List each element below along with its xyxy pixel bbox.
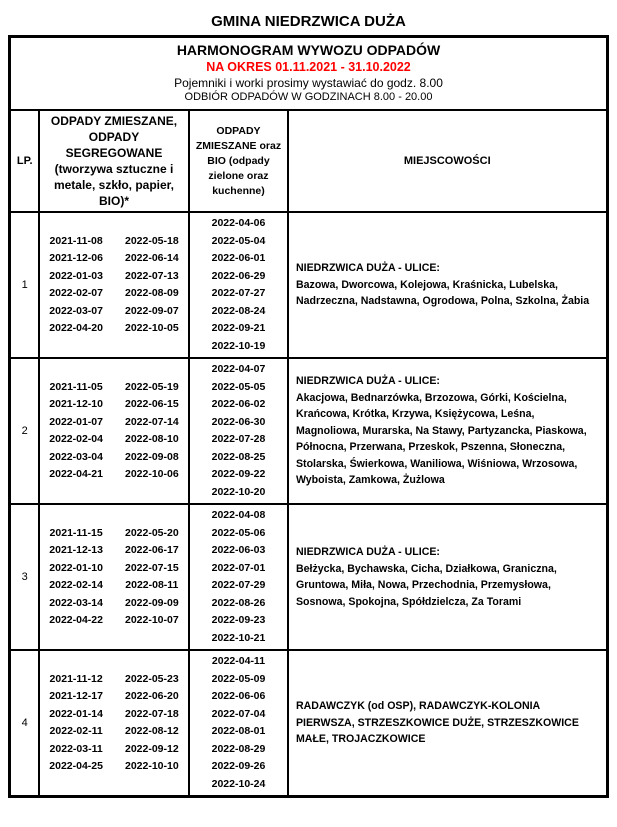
col-header-mixed-segregated: ODPADY ZMIESZANE, ODPADY SEGREGOWANE (tworzywa sztuczne i metale, szkło, papier, BIO)* — [39, 110, 189, 212]
collection-date: 2022-03-04 — [49, 450, 103, 463]
locality-text: RADAWCZYK (od OSP), RADAWCZYK-KOLONIA PIERWSZA, STRZESZKOWICE DUŻE, STRZESZKOWICE MAŁE, TROJACZKOWICE — [295, 700, 579, 746]
localities-cell — [288, 212, 607, 358]
collection-date: 2022-08-29 — [211, 742, 266, 755]
collection-date: 2022-10-20 — [211, 485, 266, 498]
locality-header: NIEDRZWICA DUŻA - ULICE: — [295, 375, 440, 388]
collection-date: 2021-11-15 — [49, 526, 103, 539]
collection-date: 2022-06-29 — [211, 269, 266, 282]
collection-date: 2022-09-21 — [211, 322, 266, 334]
collection-date: 2022-01-14 — [49, 707, 103, 720]
collection-date: 2022-04-20 — [49, 322, 103, 334]
collection-date: 2022-08-11 — [125, 579, 179, 591]
collection-date: 2022-04-22 — [49, 614, 103, 626]
instruction-line: Pojemniki i worki prosimy wystawiać do godz. 8.00 — [174, 76, 443, 90]
row-number-cell: 3 — [10, 504, 39, 650]
table-title: HARMONOGRAM WYWOZU ODPADÓW — [176, 42, 441, 58]
dates-right — [125, 525, 179, 630]
collection-date: 2022-05-05 — [211, 380, 266, 393]
collection-date: 2022-05-04 — [211, 234, 266, 247]
localities-cell — [288, 504, 607, 650]
collection-date: 2022-08-01 — [211, 725, 266, 737]
mixed-dates-columns — [42, 671, 186, 776]
mixed-dates-cell — [39, 358, 189, 504]
dates-right — [125, 379, 179, 484]
collection-date: 2021-11-12 — [49, 672, 103, 685]
collection-date: 2022-04-06 — [211, 217, 266, 229]
mixed-dates-cell — [39, 650, 189, 797]
collection-date: 2022-05-23 — [124, 672, 179, 685]
collection-date: 2022-08-12 — [124, 725, 179, 737]
schedule-row — [10, 504, 607, 650]
collection-date: 2022-02-04 — [49, 433, 103, 445]
bio-dates — [192, 215, 285, 355]
bio-dates — [192, 653, 285, 793]
collection-date: 2021-11-08 — [49, 234, 103, 247]
dates-left — [49, 379, 103, 484]
locality-header: NIEDRZWICA DUŻA - ULICE: — [295, 262, 440, 275]
collection-date: 2022-08-26 — [211, 596, 266, 609]
mixed-dates-cell — [39, 504, 189, 650]
collection-date: 2022-06-06 — [211, 690, 266, 702]
col-header-localities: MIEJSCOWOŚCI — [288, 110, 607, 212]
collection-date: 2022-07-13 — [124, 269, 179, 282]
collection-date: 2022-06-02 — [211, 398, 266, 410]
column-header-row — [10, 110, 607, 212]
collection-date: 2022-09-22 — [211, 468, 266, 480]
collection-date: 2021-12-10 — [49, 398, 103, 410]
localities-cell — [288, 650, 607, 797]
collection-date: 2022-03-07 — [49, 304, 103, 317]
collection-date: 2022-04-21 — [49, 468, 103, 480]
row-number-cell: 2 — [10, 358, 39, 504]
collection-date: 2022-05-18 — [124, 234, 179, 247]
collection-date: 2022-10-19 — [211, 339, 266, 352]
locality-text: Akacjowa, Bednarzówka, Brzozowa, Górki, Kościelna, Krańcowa, Krótka, Krzywa, Księżycowa, Leśna, Magnoliowa, Murarska, Na Stawy, Partyzancka, Piaskowa, Północna, Przerwana, Przeskok, Pszenna, Słoneczna, Stolarska, Świerkowa, Waniliowa, Wiśniowa, Wrzosowa, Wyboista, Zamkowa, Żużlowa — [295, 391, 587, 487]
collection-date: 2022-02-11 — [49, 725, 103, 737]
locality-header: NIEDRZWICA DUŻA - ULICE: — [295, 546, 440, 558]
dates-left — [49, 233, 103, 338]
schedule-row — [10, 212, 607, 358]
collection-date: 2022-09-26 — [211, 760, 266, 772]
collection-date: 2022-02-07 — [49, 287, 103, 299]
bio-dates-cell — [189, 212, 288, 358]
collection-date: 2021-12-06 — [49, 252, 103, 264]
collection-date: 2022-03-11 — [49, 742, 103, 755]
collection-date: 2022-07-15 — [124, 561, 179, 574]
collection-date: 2022-03-14 — [49, 596, 103, 609]
table-header-block — [10, 37, 607, 111]
collection-date: 2022-07-18 — [124, 707, 179, 720]
locality-text: Bełżycka, Bychawska, Cicha, Działkowa, Graniczna, Gruntowa, Miła, Nowa, Przechodnia, Przemysłowa, Sosnowa, Spokojna, Spółdzielcza, Za Torami — [295, 562, 557, 608]
collection-date: 2022-06-14 — [124, 252, 179, 264]
collection-date: 2022-09-07 — [124, 304, 179, 317]
collection-date: 2022-10-07 — [124, 614, 179, 626]
mixed-dates-columns — [42, 233, 186, 338]
collection-date: 2022-07-29 — [211, 579, 266, 591]
collection-date: 2022-06-17 — [124, 544, 179, 556]
collection-date: 2022-08-09 — [124, 287, 179, 299]
collection-date: 2022-08-25 — [211, 450, 266, 463]
bio-dates-cell — [189, 358, 288, 504]
collection-date: 2022-06-15 — [124, 398, 179, 410]
schedule-row — [10, 650, 607, 797]
collection-date: 2022-06-01 — [211, 252, 266, 264]
mixed-dates-columns — [42, 525, 186, 630]
collection-date: 2022-05-09 — [211, 672, 266, 685]
collection-date: 2022-06-03 — [211, 544, 266, 556]
collection-date: 2021-12-13 — [49, 544, 103, 556]
locality-text: Bazowa, Dworcowa, Kolejowa, Kraśnicka, Lubelska, Nadrzeczna, Nadstawna, Ogrodowa, Polna, Szkolna, Żabia — [295, 278, 590, 308]
collection-date: 2022-09-08 — [124, 450, 179, 463]
collection-date: 2022-04-11 — [211, 655, 266, 667]
dates-left — [49, 671, 103, 776]
collection-date: 2022-04-07 — [211, 363, 266, 375]
collection-date: 2022-04-25 — [49, 760, 103, 772]
row-number-cell: 1 — [10, 212, 39, 358]
schedule-row — [10, 358, 607, 504]
collection-date: 2022-01-03 — [49, 269, 103, 282]
table-header-block-row — [10, 37, 607, 111]
bio-dates-cell — [189, 650, 288, 797]
bio-dates — [192, 361, 285, 501]
collection-date: 2022-02-14 — [49, 579, 103, 591]
collection-date: 2022-08-24 — [211, 304, 266, 317]
collection-date: 2022-09-09 — [124, 596, 179, 609]
collection-date: 2022-10-05 — [124, 322, 179, 334]
collection-date: 2022-09-12 — [124, 742, 179, 755]
bio-dates — [192, 507, 285, 647]
document-title: GMINA NIEDRZWICA DUŻA — [211, 13, 406, 30]
collection-date: 2022-07-14 — [124, 415, 179, 428]
collection-date: 2022-09-23 — [211, 614, 266, 626]
collection-date: 2022-06-20 — [124, 690, 179, 702]
collection-date: 2022-05-19 — [124, 380, 179, 393]
collection-date: 2022-05-06 — [211, 526, 266, 539]
collection-date: 2022-10-06 — [124, 468, 179, 480]
collection-date: 2022-08-10 — [124, 433, 179, 445]
schedule-table — [8, 35, 608, 798]
collection-date: 2022-04-08 — [211, 509, 266, 521]
dates-left — [49, 525, 103, 630]
dates-right — [125, 671, 179, 776]
bio-dates-cell — [189, 504, 288, 650]
collection-date: 2022-05-20 — [124, 526, 179, 539]
collection-date: 2021-12-17 — [49, 690, 103, 702]
collection-date: 2022-07-27 — [211, 287, 266, 299]
collection-date: 2022-01-10 — [49, 561, 103, 574]
collection-hours-line: ODBIÓR ODPADÓW W GODZINACH 8.00 - 20.00 — [184, 91, 433, 103]
collection-date: 2022-01-07 — [49, 415, 103, 428]
collection-date: 2022-10-10 — [124, 760, 179, 772]
collection-date: 2022-07-01 — [211, 561, 266, 574]
col-header-mixed-bio: ODPADY ZMIESZANE oraz BIO (odpady zielone oraz kuchenne) — [189, 110, 288, 212]
collection-date: 2022-06-30 — [211, 415, 266, 428]
dates-right — [125, 233, 179, 338]
collection-date: 2022-10-24 — [211, 777, 266, 790]
mixed-dates-cell — [39, 212, 189, 358]
period-label: NA OKRES 01.11.2021 - 31.10.2022 — [206, 60, 411, 74]
col-header-lp: LP. — [10, 110, 39, 212]
mixed-dates-columns — [42, 379, 186, 484]
row-number-cell: 4 — [10, 650, 39, 797]
collection-date: 2022-07-04 — [211, 707, 266, 720]
collection-date: 2022-10-21 — [211, 631, 266, 644]
localities-cell — [288, 358, 607, 504]
collection-date: 2021-11-05 — [49, 380, 103, 393]
collection-date: 2022-07-28 — [211, 433, 266, 445]
